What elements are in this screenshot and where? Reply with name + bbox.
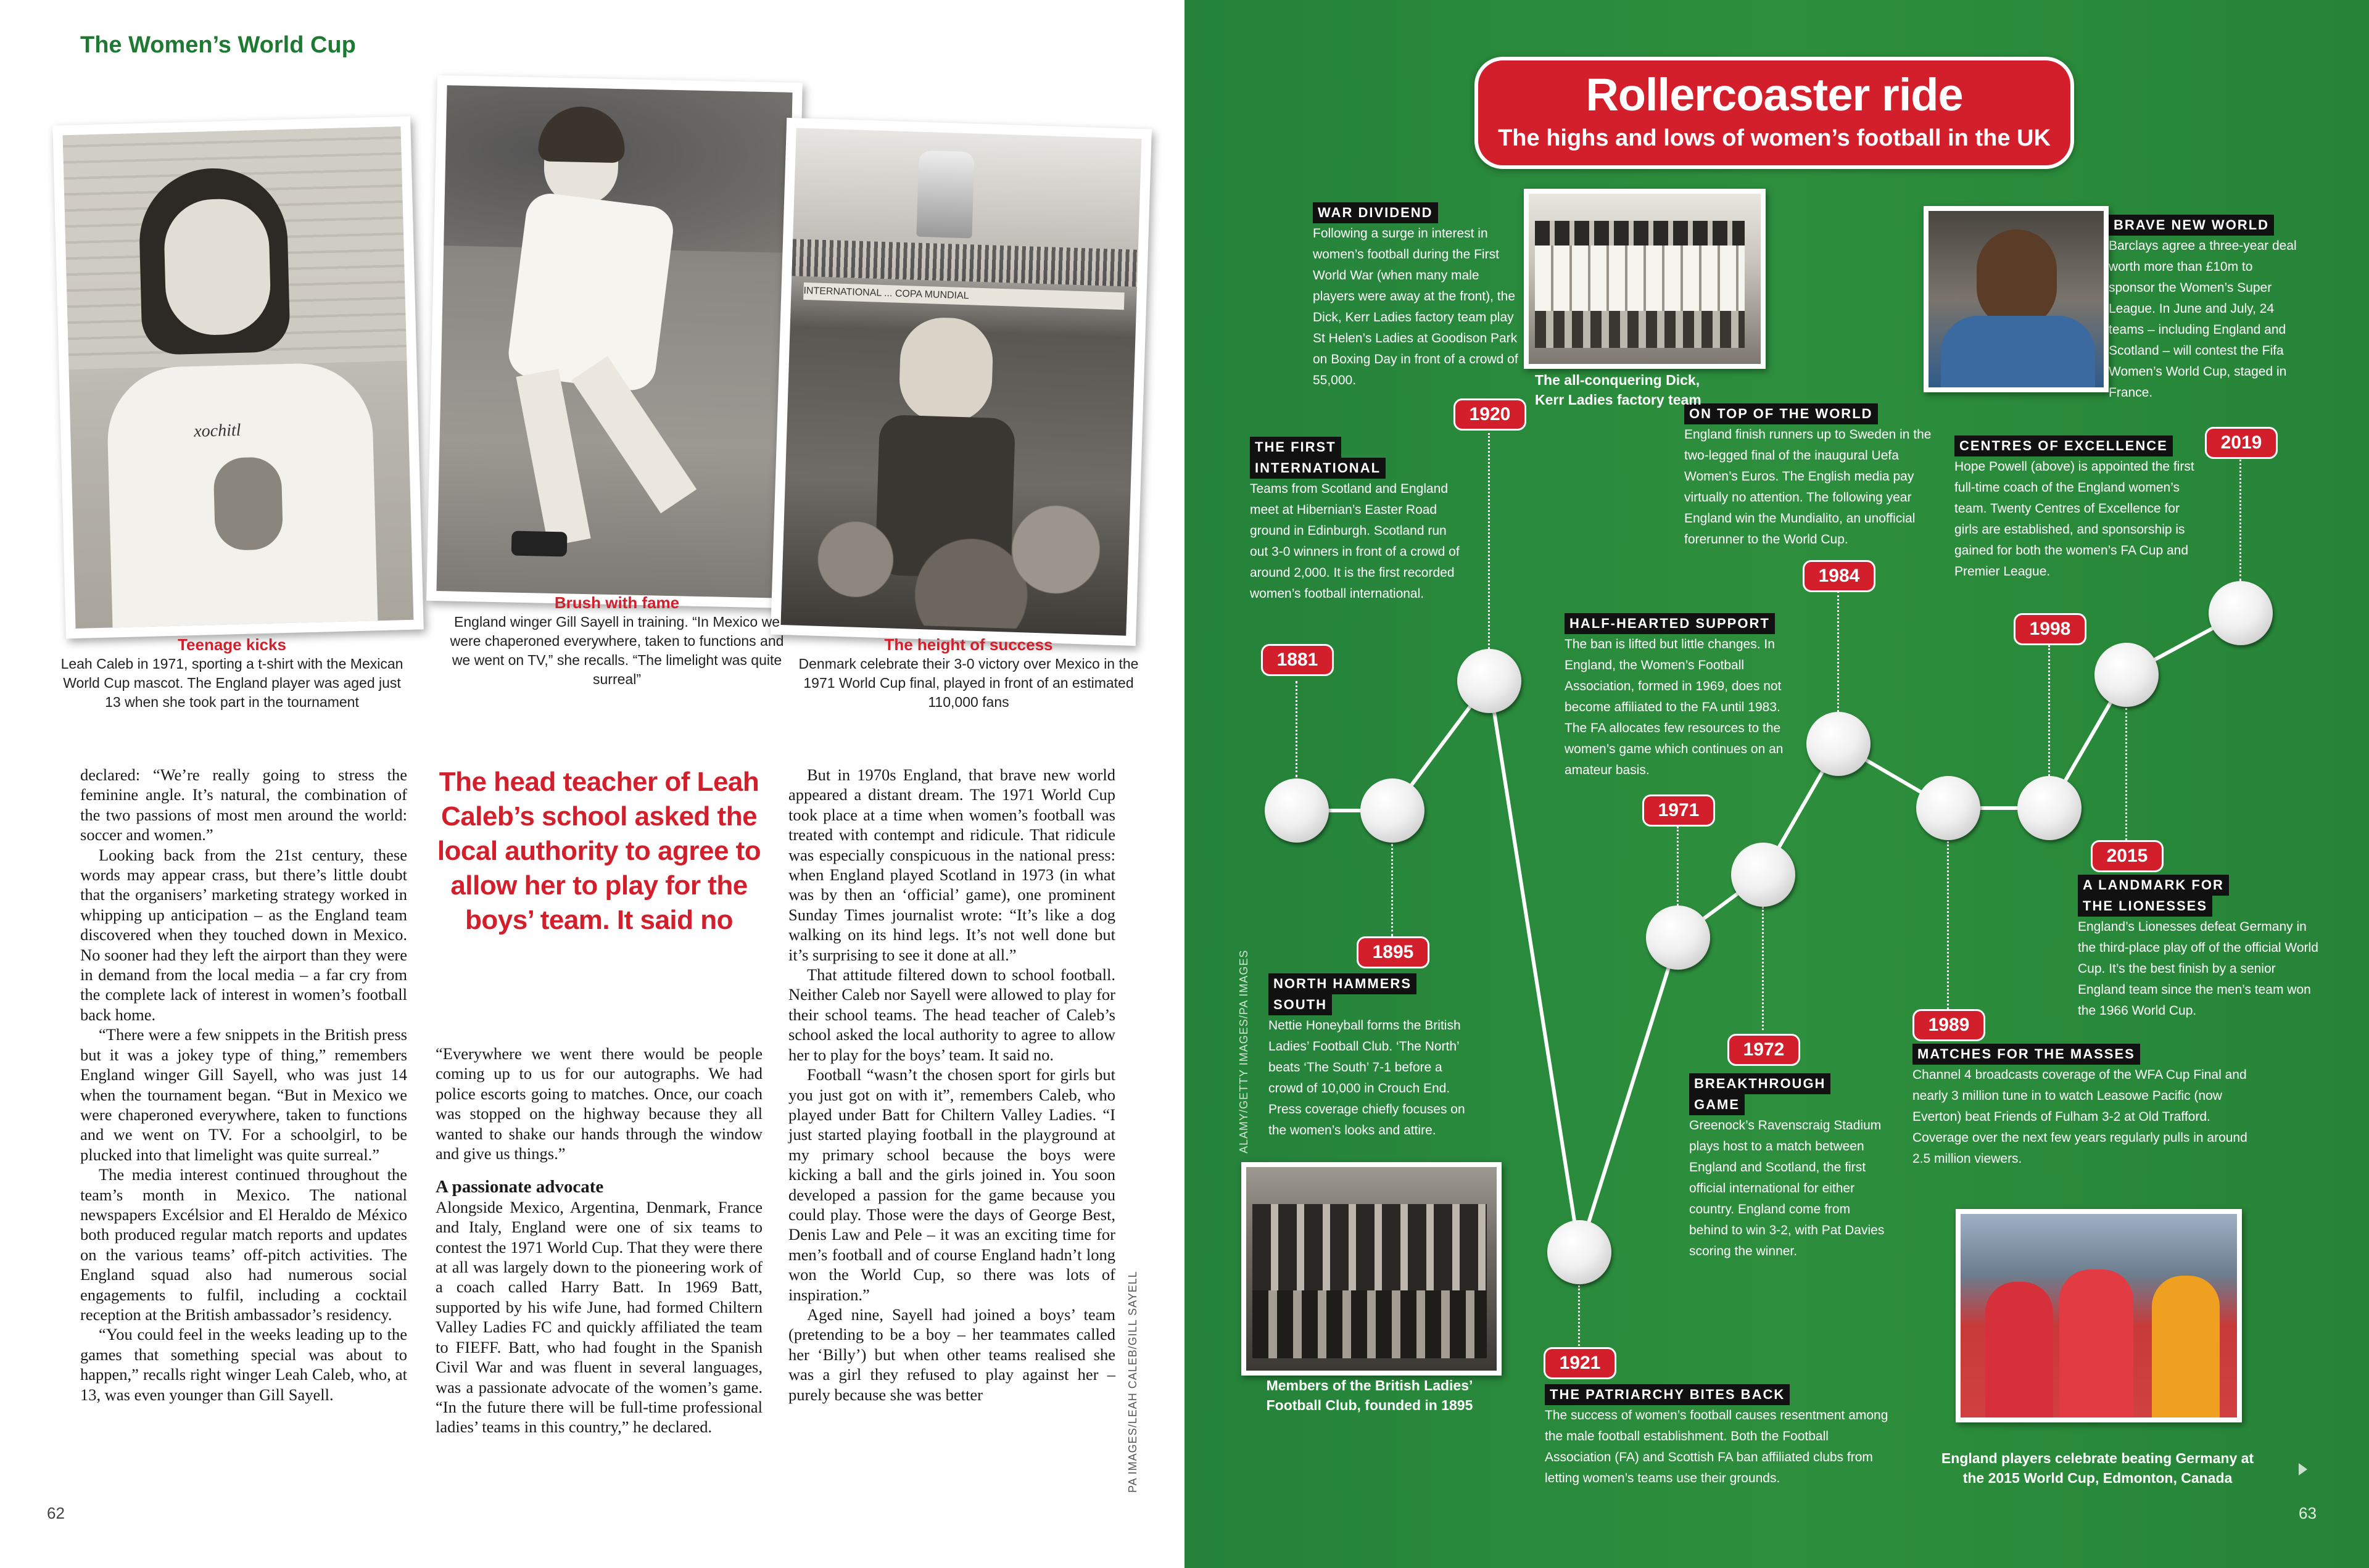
paragraph: declared: “We’re really going to stress the feminine angle. It’s natural, the combination of the two passions of most men around the world: soccer and women.” bbox=[80, 765, 407, 844]
connector-1971 bbox=[1677, 827, 1679, 906]
photo-england-2015 bbox=[1956, 1209, 2242, 1422]
photo-british-ladies bbox=[1241, 1162, 1502, 1376]
year-label-2019: 2019 bbox=[2205, 427, 2278, 459]
entry-text: Following a surge in interest in women’s football during the First World War (when many male players were away at the front), the Dick, Kerr Ladies factory team play St Helen’s Ladies at Goodison Park on Boxing Day in front of a crowd of 55,000. bbox=[1313, 226, 1518, 387]
photo-hope-powell bbox=[1924, 206, 2109, 392]
section-title: The Women’s World Cup bbox=[80, 32, 356, 58]
page-number: 62 bbox=[47, 1504, 65, 1522]
entry-heading: BREAKTHROUGH bbox=[1689, 1073, 1830, 1094]
football-2015 bbox=[2094, 643, 2159, 707]
year-label-1920: 1920 bbox=[1453, 398, 1526, 431]
year-label-1895: 1895 bbox=[1357, 936, 1429, 968]
entry-on-top-of-the-world bbox=[1684, 403, 1943, 550]
entry-text: The success of women’s football causes resentment among the male football establishment. Both the Football Association (FA) and Scottish FA ban affiliated clubs from letting women’s teams use their grounds. bbox=[1545, 1408, 1888, 1485]
entry-text: The ban is lifted but little changes. In England, the Women’s Football Association, formed in 1969, does not become affiliated to the FA until 1983. The FA allocates few resources to the women’s game which continues on an amateur basis. bbox=[1565, 637, 1784, 777]
football-1998 bbox=[2017, 776, 2082, 840]
entry-heading: ON TOP OF THE WORLD bbox=[1684, 403, 1878, 424]
entry-heading: SOUTH bbox=[1268, 994, 1332, 1015]
pull-quote: The head teacher of Leah Caleb’s school asked the local authority to agree to allow her to play for the boys’ team. It said no bbox=[437, 767, 761, 935]
banner-subtitle: The highs and lows of women’s football in the UK bbox=[1498, 125, 2051, 151]
entry-patriarchy-bites-back bbox=[1545, 1384, 1890, 1489]
year-label-1972: 1972 bbox=[1727, 1034, 1800, 1066]
caption-title: Brush with fame bbox=[554, 593, 680, 612]
entry-text: Greenock’s Ravenscraig Stadium plays host to a match between England and Scotland, the first official international for either country. England come from behind to win 3-2, with Pat Davies scoring the winner. bbox=[1689, 1118, 1885, 1258]
entry-heading: THE LIONESSES bbox=[2078, 896, 2212, 917]
entry-north-hammers-south bbox=[1268, 973, 1478, 1141]
caption-teenage-kicks bbox=[59, 635, 405, 712]
football-1920 bbox=[1457, 649, 1521, 713]
photo-denmark-celebrate bbox=[771, 118, 1152, 646]
year-label-2015: 2015 bbox=[2091, 840, 2164, 872]
caption-text: Leah Caleb in 1971, sporting a t-shirt with the Mexican World Cup mascot. The England player was aged just 13 when she took part in the tournament bbox=[60, 656, 403, 710]
connector-2019 bbox=[2239, 455, 2241, 581]
year-label-1881: 1881 bbox=[1261, 644, 1334, 676]
entry-heading: GAME bbox=[1689, 1094, 1745, 1115]
caption-text: England winger Gill Sayell in training. “In Mexico we were chaperoned everywhere, taken to functions and we went on TV,” she recalls. “The limelight was quite surreal” bbox=[450, 614, 784, 687]
page-number: 63 bbox=[2299, 1504, 2317, 1522]
entry-half-hearted-support bbox=[1565, 613, 1799, 781]
entry-war-dividend bbox=[1313, 202, 1523, 391]
football-1989 bbox=[1916, 776, 1980, 840]
entry-heading: WAR DIVIDEND bbox=[1313, 202, 1438, 223]
entry-text: Hope Powell (above) is appointed the first full-time coach of the England women’s team. Twenty Centres of Excellence for girls are established, and sponsorship is gained for both the women’s FA Cup and Premier League. bbox=[1954, 460, 2194, 579]
photo-credit: PA IMAGES/LEAH CALEB/GILL SAYELL bbox=[1127, 1271, 1139, 1493]
shirt-text: xochitl bbox=[193, 420, 241, 441]
connector-2015 bbox=[2125, 708, 2127, 840]
entry-breakthrough-game bbox=[1689, 1073, 1887, 1262]
connector-1895 bbox=[1391, 844, 1393, 936]
connector-1921 bbox=[1578, 1285, 1580, 1350]
year-label-1971: 1971 bbox=[1642, 794, 1715, 827]
connector-1881 bbox=[1296, 681, 1297, 777]
football-1895 bbox=[1360, 778, 1424, 843]
paragraph: Alongside Mexico, Argentina, Denmark, France and Italy, England were one of six teams to contest the 1971 World Cup. That they were there at all was largely down to the pioneering work of a coach called Harry Batt. In 1969 Batt, supported by his wife June, had formed Chiltern Valley Ladies FC and quickly affiliated the team to FIEFF. Batt, who had fought in the Spanish Civil War and was fluent in several languages, was a passionate advocate of the women’s game. “In the future there will be full-time professional ladies’ teams in this country,” he declared. bbox=[436, 1197, 763, 1437]
entry-heading: BRAVE NEW WORLD bbox=[2109, 215, 2274, 236]
connector-1972 bbox=[1762, 907, 1764, 1030]
caption-title: The height of success bbox=[884, 635, 1053, 654]
body-column-1 bbox=[80, 765, 407, 1405]
banner-title: Rollercoaster ride bbox=[1586, 69, 1963, 120]
right-page bbox=[1184, 0, 2369, 1568]
photo-leah-caleb bbox=[52, 117, 424, 639]
photo-dick-kerr-ladies bbox=[1524, 189, 1766, 369]
left-page bbox=[0, 0, 1184, 1568]
entry-text: England’s Lionesses defeat Germany in the third-place play off of the official World Cup. It’s the best finish by a senior England team since the men’s team won the 1966 World Cup. bbox=[2078, 920, 2318, 1018]
paragraph: “Everywhere we went there would be people coming up to us for our autographs. We had police escorts going to matches. Once, our coach was stopped on the highway because they all wanted to shake our hands through the window and give us things.” bbox=[436, 1044, 763, 1163]
entry-heading: A LANDMARK FOR bbox=[2078, 875, 2229, 896]
subhead: A passionate advocate bbox=[436, 1177, 604, 1197]
next-arrow-icon bbox=[2299, 1463, 2307, 1475]
paragraph: Football “wasn’t the chosen sport for girls but you just got on with it”, remembers Caleb, who played under Batt for Chiltern Valley Ladies. “I just started playing football in the playground at my primary school because the boys were kicking a ball and the girls joined in. You soon developed a passion for the game because you could play. Those were the days of George Best, Denis Law and Pele – it was an exciting time for men’s football and of course England hadn’t long won the World Cup, so there was lots of inspiration.” bbox=[788, 1065, 1115, 1304]
connector-1989 bbox=[1947, 841, 1949, 1009]
entry-matches-for-the-masses bbox=[1912, 1044, 2258, 1170]
year-label-1989: 1989 bbox=[1912, 1009, 1985, 1041]
caption-england-2015: England players celebrate beating Germany at the 2015 World Cup, Edmonton, Canada bbox=[1941, 1450, 2254, 1486]
photo-credit: ALAMY/GETTY IMAGES/PA IMAGES bbox=[1238, 949, 1250, 1153]
caption-title: Teenage kicks bbox=[178, 635, 286, 654]
paragraph: Aged nine, Sayell had joined a boys’ team (pretending to be a boy – her teammates called her ‘Billy’) but when other teams realised she was a girl they refused to play against her – purely because she was better bbox=[788, 1305, 1115, 1404]
caption-text: Denmark celebrate their 3-0 victory over Mexico in the 1971 World Cup final, played in front of an estimated 110,000 fans bbox=[798, 656, 1139, 710]
paragraph: But in 1970s England, that brave new world appeared a distant dream. The 1971 World Cup took place at a time when women’s football was treated with contempt and ridicule. That ridicule was especially conspicuous in the national press: when England played Scotland in 1973 (in what was by then an ‘official’ game), one prominent Sunday Times journalist wrote: “It’s like a dog walking on its hind legs. It’s not well done but it’s surprising to see it done at all.” bbox=[788, 765, 1115, 964]
entry-heading: THE FIRST bbox=[1250, 437, 1341, 458]
entry-first-international bbox=[1250, 437, 1460, 605]
entry-text: Channel 4 broadcasts coverage of the WFA Cup Final and nearly 3 million tune in to watch Leasowe Pacific (now Everton) beat Friends of Fulham 3-2 at Old Trafford. Coverage over the next few years regularly pulls in around 2.5 million viewers. bbox=[1912, 1068, 2247, 1166]
entry-landmark-lionesses bbox=[2078, 875, 2318, 1021]
football-1881 bbox=[1265, 778, 1329, 843]
football-2019 bbox=[2209, 581, 2273, 645]
connector-1920 bbox=[1488, 433, 1490, 649]
football-1921 bbox=[1547, 1220, 1611, 1284]
year-label-1921: 1921 bbox=[1544, 1347, 1616, 1379]
football-1972 bbox=[1731, 843, 1795, 907]
entry-heading: HALF-HEARTED SUPPORT bbox=[1565, 613, 1775, 634]
caption-height-of-success bbox=[796, 635, 1141, 712]
entry-text: England finish runners up to Sweden in the two-legged final of the inaugural Uefa Women’s Euros. The English media pay virtually no attention. The following year England win the Mundialito, an unofficial forerunner to the World Cup. bbox=[1684, 427, 1932, 547]
caption-british-ladies: Members of the British Ladies’ Football Club, founded in 1895 bbox=[1266, 1377, 1473, 1413]
entry-centres-of-excellence bbox=[1954, 435, 2201, 582]
paragraph: The media interest continued throughout the team’s month in Mexico. The national newspapers Excélsior and El Heraldo de México both produced regular match reports and updates on the various teams’ off-pitch activities. The England squad also had numerous social engagements to fulfil, including a cocktail reception at the British ambassador’s residency. bbox=[80, 1165, 407, 1324]
paragraph: “You could feel in the weeks leading up to the games that something special was about to happen,” recalls right winger Leah Caleb, who, at 13, was even younger than Gill Sayell. bbox=[80, 1325, 407, 1404]
connector-1984 bbox=[1837, 591, 1839, 712]
paragraph: Looking back from the 21st century, these words may appear crass, but there’s little doubt that the organisers’ marketing strategy worked in whipping up anticipation – as the England team discovered when they touched down in Mexico. No sooner had they left the airport than they were in demand from the local media – a far cry from the complete lack of interest in women’s football back home. bbox=[80, 845, 407, 1024]
football-1984 bbox=[1806, 712, 1871, 776]
year-label-1984: 1984 bbox=[1803, 560, 1875, 592]
caption-brush-with-fame bbox=[444, 593, 790, 689]
entry-brave-new-world bbox=[2109, 215, 2300, 403]
year-label-1998: 1998 bbox=[2014, 613, 2086, 645]
connector-1998 bbox=[2048, 645, 2050, 776]
paragraph: That attitude filtered down to school football. Neither Caleb nor Sayell were allowed to play for their school teams. The head teacher of Caleb’s school asked the local authority to agree to allow her to play for the boys’ team. It said no. bbox=[788, 965, 1115, 1064]
paragraph: “There were a few snippets in the British press but it was a jokey type of thing,” remembers England winger Gill Sayell, who was just 14 when the tournament began. “But in Mexico we were chaperoned everywhere, taken to functions and we went on TV. For a schoolgirl, to be plucked into that limelight was quite surreal.” bbox=[80, 1025, 407, 1164]
entry-text: Nettie Honeyball forms the British Ladies’ Football Club. ‘The North’ beats ‘The South’ 7-1 before a crowd of 10,000 in Crouch End. Press coverage chiefly focuses on the women’s looks and attire. bbox=[1268, 1018, 1465, 1137]
scoreboard-text: INTERNATIONAL ... COPA MUNDIAL bbox=[803, 283, 1125, 310]
entry-heading: THE PATRIARCHY BITES BACK bbox=[1545, 1384, 1790, 1405]
football-1971 bbox=[1646, 906, 1710, 970]
entry-heading: INTERNATIONAL bbox=[1250, 458, 1386, 479]
entry-heading: NORTH HAMMERS bbox=[1268, 973, 1416, 994]
body-column-3 bbox=[788, 765, 1115, 1405]
entry-heading: CENTRES OF EXCELLENCE bbox=[1954, 435, 2173, 456]
photo-gill-sayell bbox=[426, 75, 803, 608]
entry-text: Teams from Scotland and England meet at Hibernian’s Easter Road ground in Edinburgh. Scotland run out 3-0 winners in front of a crowd of around 2,000. It is the first recorded women’s football international. bbox=[1250, 482, 1460, 601]
caption-dick-kerr: The all-conquering Dick, Kerr Ladies factory team bbox=[1535, 372, 1701, 408]
entry-text: Barclays agree a three-year deal worth more than £10m to sponsor the Women’s Super League. In June and July, 24 teams – including England and Scotland – will contest the Fifa Women’s World Cup, staged in France. bbox=[2109, 239, 2297, 400]
body-column-2 bbox=[436, 1044, 763, 1437]
entry-heading: MATCHES FOR THE MASSES bbox=[1912, 1044, 2140, 1065]
